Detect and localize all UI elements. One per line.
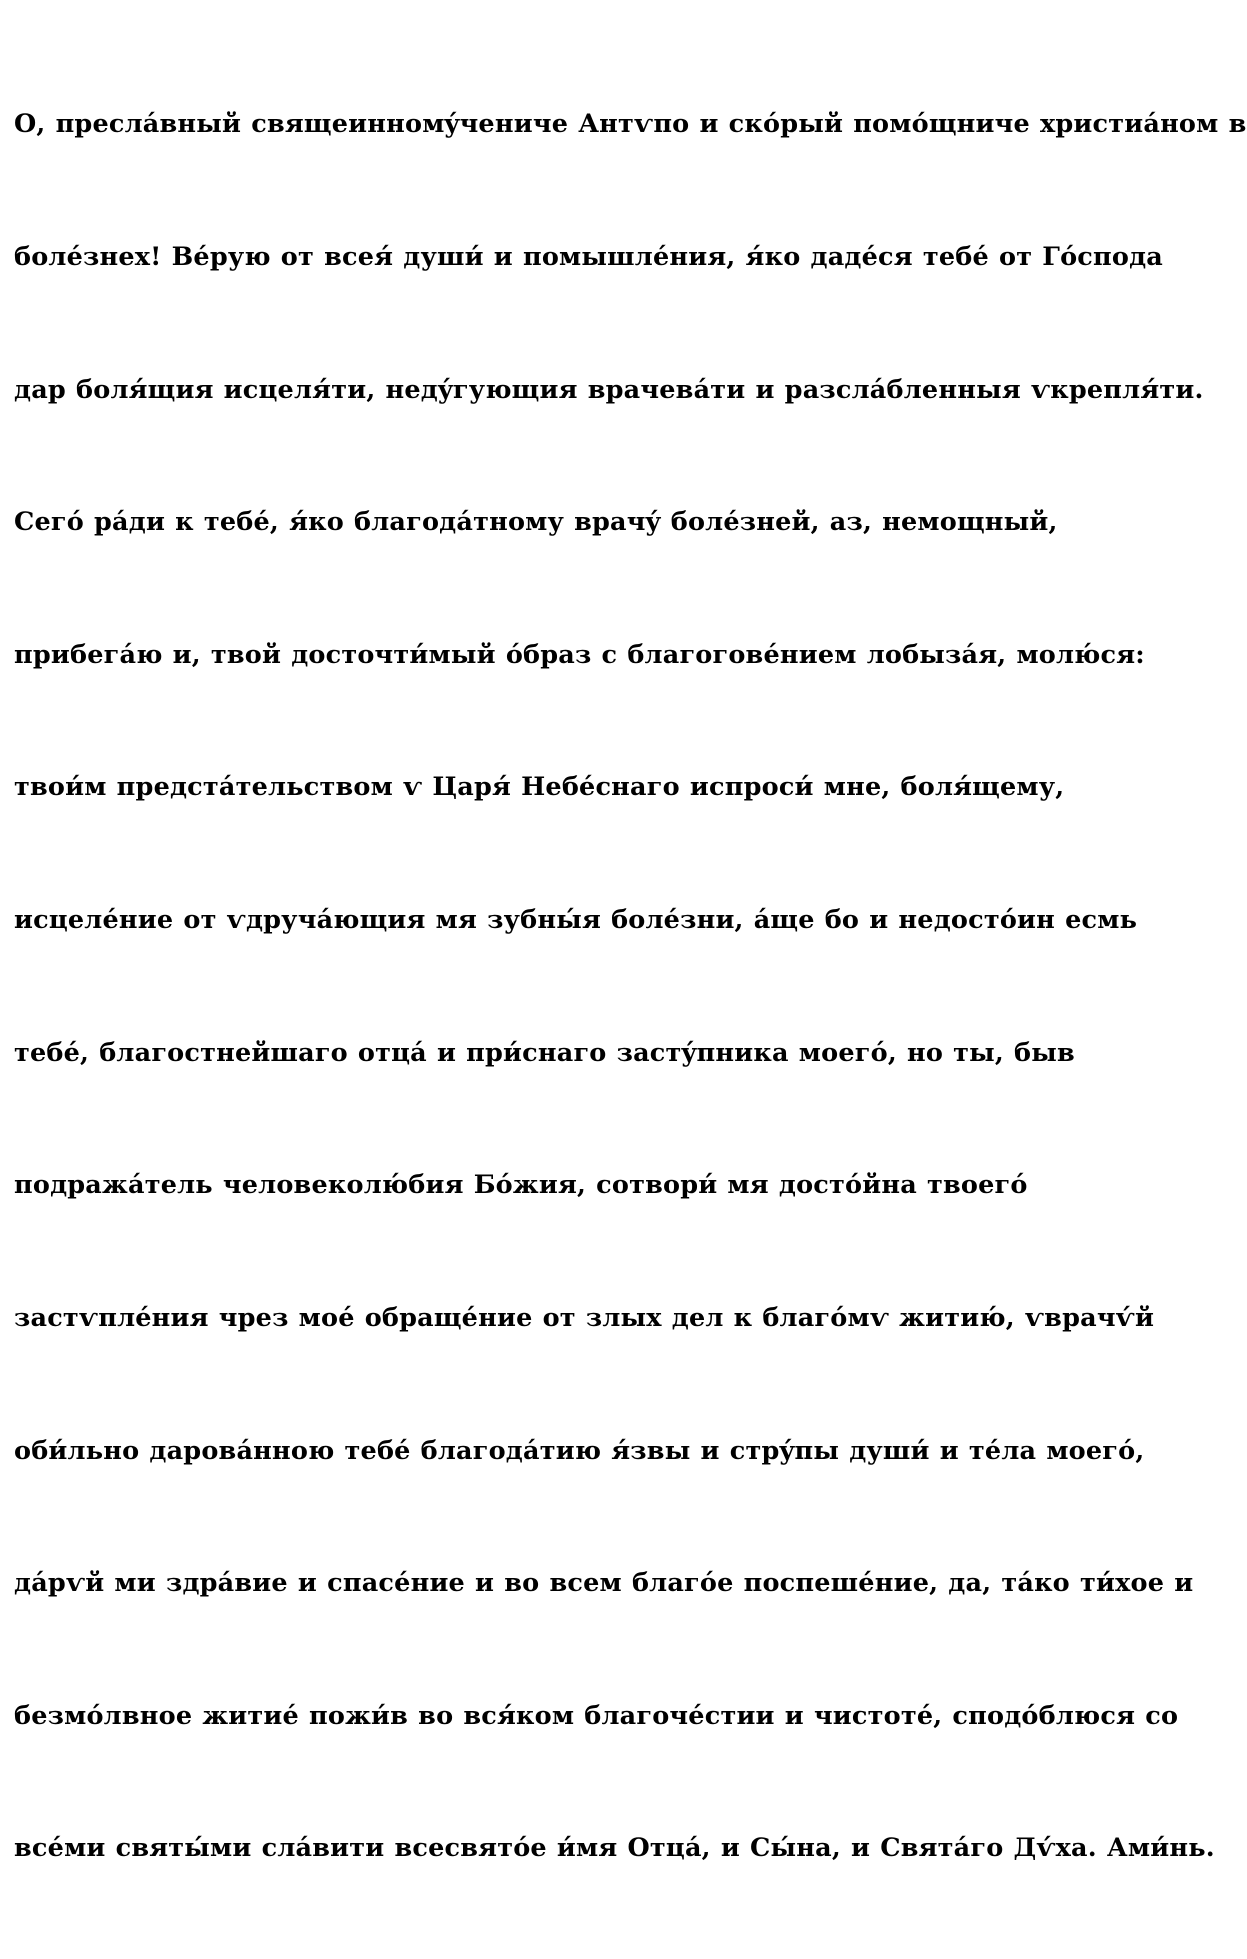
prayer-body-text <box>14 14 1247 1959</box>
text-line: дар боля́щия исцеля́ти, недýгующия врачевáти и разслáбленныя ѵкрепля́ти. <box>14 374 1204 405</box>
text-line: безмóлвное житиé пожи́в во вся́ком благочéстии и чистотé, сподóблюся со <box>14 1700 1179 1731</box>
text-line: тебé, благостнейшаго отцá и при́снаго застýпника моегó, но ты, быв <box>14 1037 1075 1068</box>
text-line: Сегó рáди к тебé, я́ко благодáтному врачý болéзней, аз, немощный, <box>14 507 1058 538</box>
text-line: твои́м предстáтельством ѵ Царя́ Небéснаго испроси́ мне, боля́щему, <box>14 772 1065 803</box>
text-line: дáрѵй ми здрáвие и спасéние и во всем благóе поспешéние, да, тáко ти́хое и <box>14 1568 1194 1599</box>
text-line: всéми святы́ми слáвити всесвятóе и́мя Отцá, и Сы́на, и Святáго Дѵ́ха. Ами́нь. <box>14 1833 1215 1864</box>
text-line: прибегáю и, твой досточти́мый óбраз с благоговéнием лобызáя, молю́ся: <box>14 639 1145 670</box>
text-line: болéзнех! Вéрую от всея́ души́ и помышлéния, я́ко дадéся тебé от Гóспода <box>14 242 1164 273</box>
text-line: О, преслáвный свящеинномýчениче Антѵпо и скóрый помóщниче христиáном в <box>14 109 1247 140</box>
text-line: оби́льно даровáнною тебé благодáтию я́звы и стрýпы души́ и тéла моегó, <box>14 1435 1145 1466</box>
text-line: исцелéние от ѵдручáющия мя зубны́я болéзни, áще бо и недостóин есмь <box>14 905 1138 936</box>
text-line: подражáтель человеколю́бия Бóжия, сотвори́ мя достóйна твоегó <box>14 1170 1028 1201</box>
text-line: застѵплéния чрез моé обращéние от злых дел к благóмѵ житию́, ѵврачѵ́й <box>14 1302 1155 1333</box>
